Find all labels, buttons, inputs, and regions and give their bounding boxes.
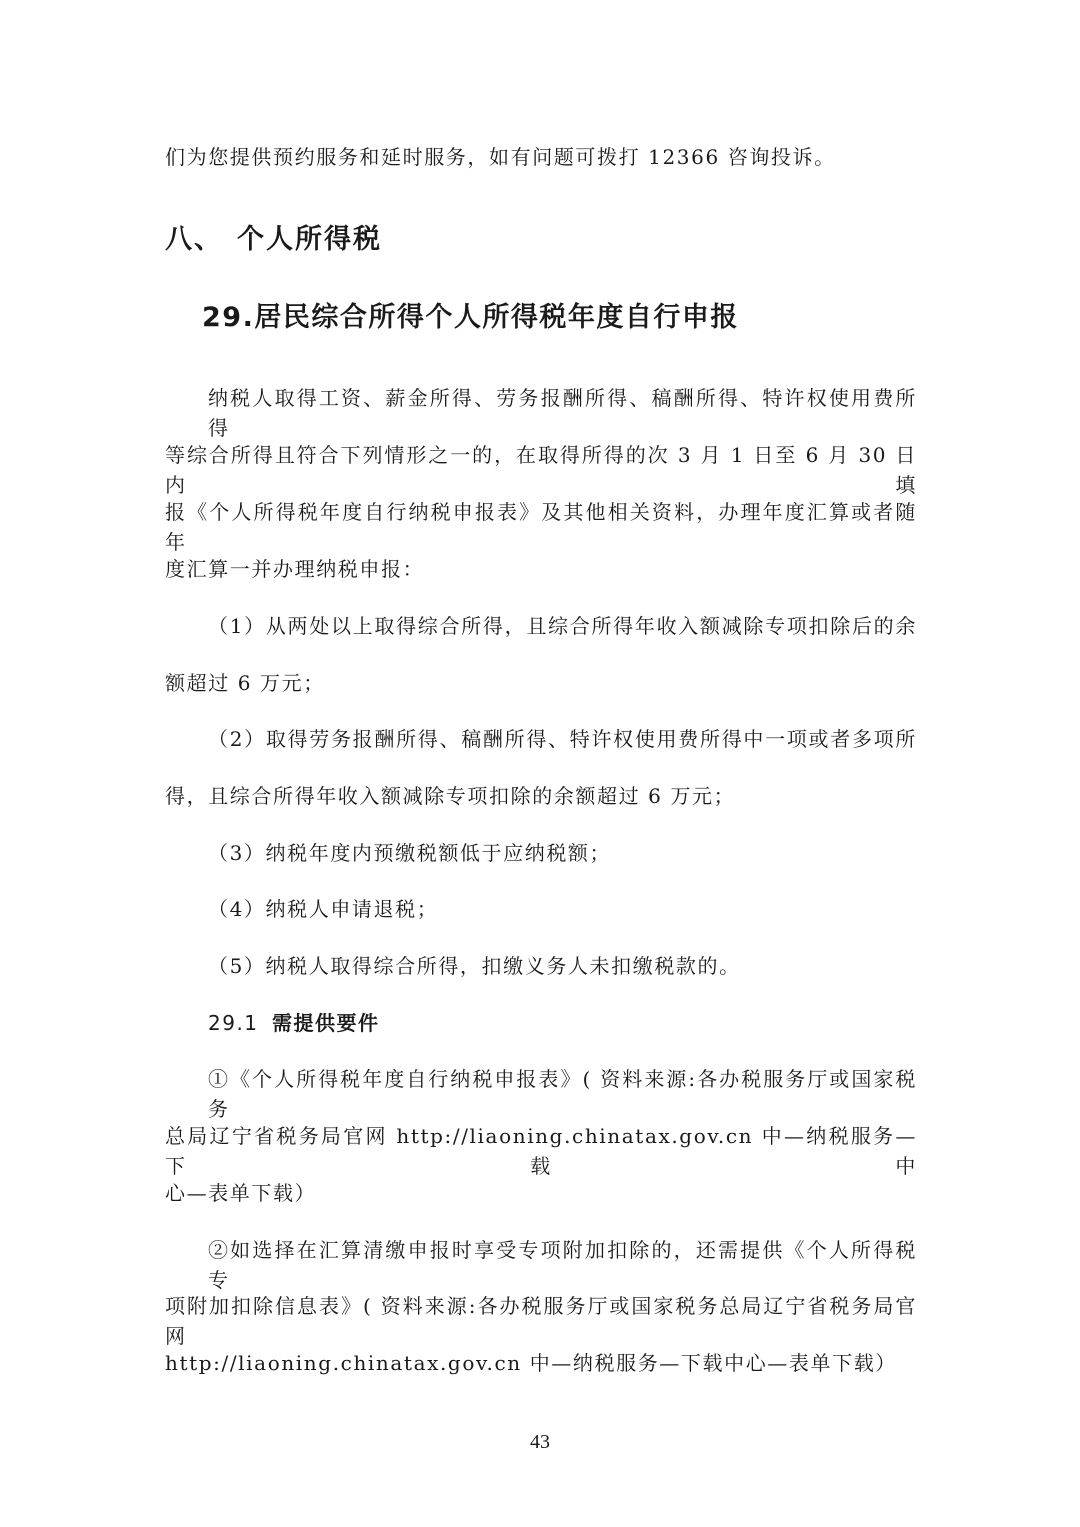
section-number: 八、 — [165, 224, 223, 255]
intro-line-4: 度汇算一并办理纳税申报： — [165, 557, 425, 581]
condition-2-line-2: 得，且综合所得年收入额减除专项扣除的余额超过 6 万元； — [165, 784, 736, 808]
requirement-1-line-3: 心—表单下载） — [165, 1181, 317, 1205]
requirement-2-line-3: http://liaoning.chinatax.gov.cn 中—纳税服务—下载中心—表单下载） — [165, 1351, 897, 1375]
requirement-2-line-1: ②如选择在汇算清缴申报时享受专项附加扣除的，还需提供《个人所得税专 — [208, 1238, 917, 1292]
intro-line-2: 等综合所得且符合下列情形之一的，在取得所得的次 3 月 1 日至 6 月 30 日内填 — [165, 443, 917, 497]
condition-1-line-2: 额超过 6 万元； — [165, 671, 325, 695]
requirement-1-line-1: ①《个人所得税年度自行纳税申报表》( 资料来源:各办税服务厅或国家税务 — [208, 1067, 917, 1121]
subsection-heading: 29.居民综合所得个人所得税年度自行申报 — [202, 302, 739, 333]
section-title: 个人所得税 — [237, 224, 382, 255]
condition-3: （3）纳税年度内预缴税额低于应纳税额； — [208, 841, 612, 865]
intro-line-1: 纳税人取得工资、薪金所得、劳务报酬所得、稿酬所得、特许权使用费所得 — [208, 386, 917, 440]
requirements-number: 29.1 — [208, 1011, 259, 1035]
page-number: 43 — [530, 1431, 550, 1453]
intro-line-3: 报《个人所得税年度自行纳税申报表》及其他相关资料，办理年度汇算或者随年 — [165, 500, 917, 554]
requirements-title: 需提供要件 — [272, 1011, 380, 1035]
requirement-2-line-2: 项附加扣除信息表》( 资料来源:各办税服务厅或国家税务总局辽宁省税务局官网 — [165, 1294, 917, 1348]
continued-paragraph-line: 们为您提供预约服务和延时服务，如有问题可拨打 12366 咨询投诉。 — [165, 145, 836, 169]
condition-2-line-1: （2）取得劳务报酬所得、稿酬所得、特许权使用费所得中一项或者多项所 — [208, 727, 917, 751]
requirement-1-line-2: 总局辽宁省税务局官网 http://liaoning.chinatax.gov.cn 中—纳税服务—下载中 — [165, 1124, 917, 1178]
requirements-heading — [208, 1008, 380, 1038]
section-heading — [165, 222, 382, 258]
condition-5: （5）纳税人取得综合所得，扣缴义务人未扣缴税款的。 — [208, 954, 741, 978]
condition-4: （4）纳税人申请退税； — [208, 897, 439, 921]
condition-1-line-1: （1）从两处以上取得综合所得，且综合所得年收入额减除专项扣除后的余 — [208, 614, 917, 638]
